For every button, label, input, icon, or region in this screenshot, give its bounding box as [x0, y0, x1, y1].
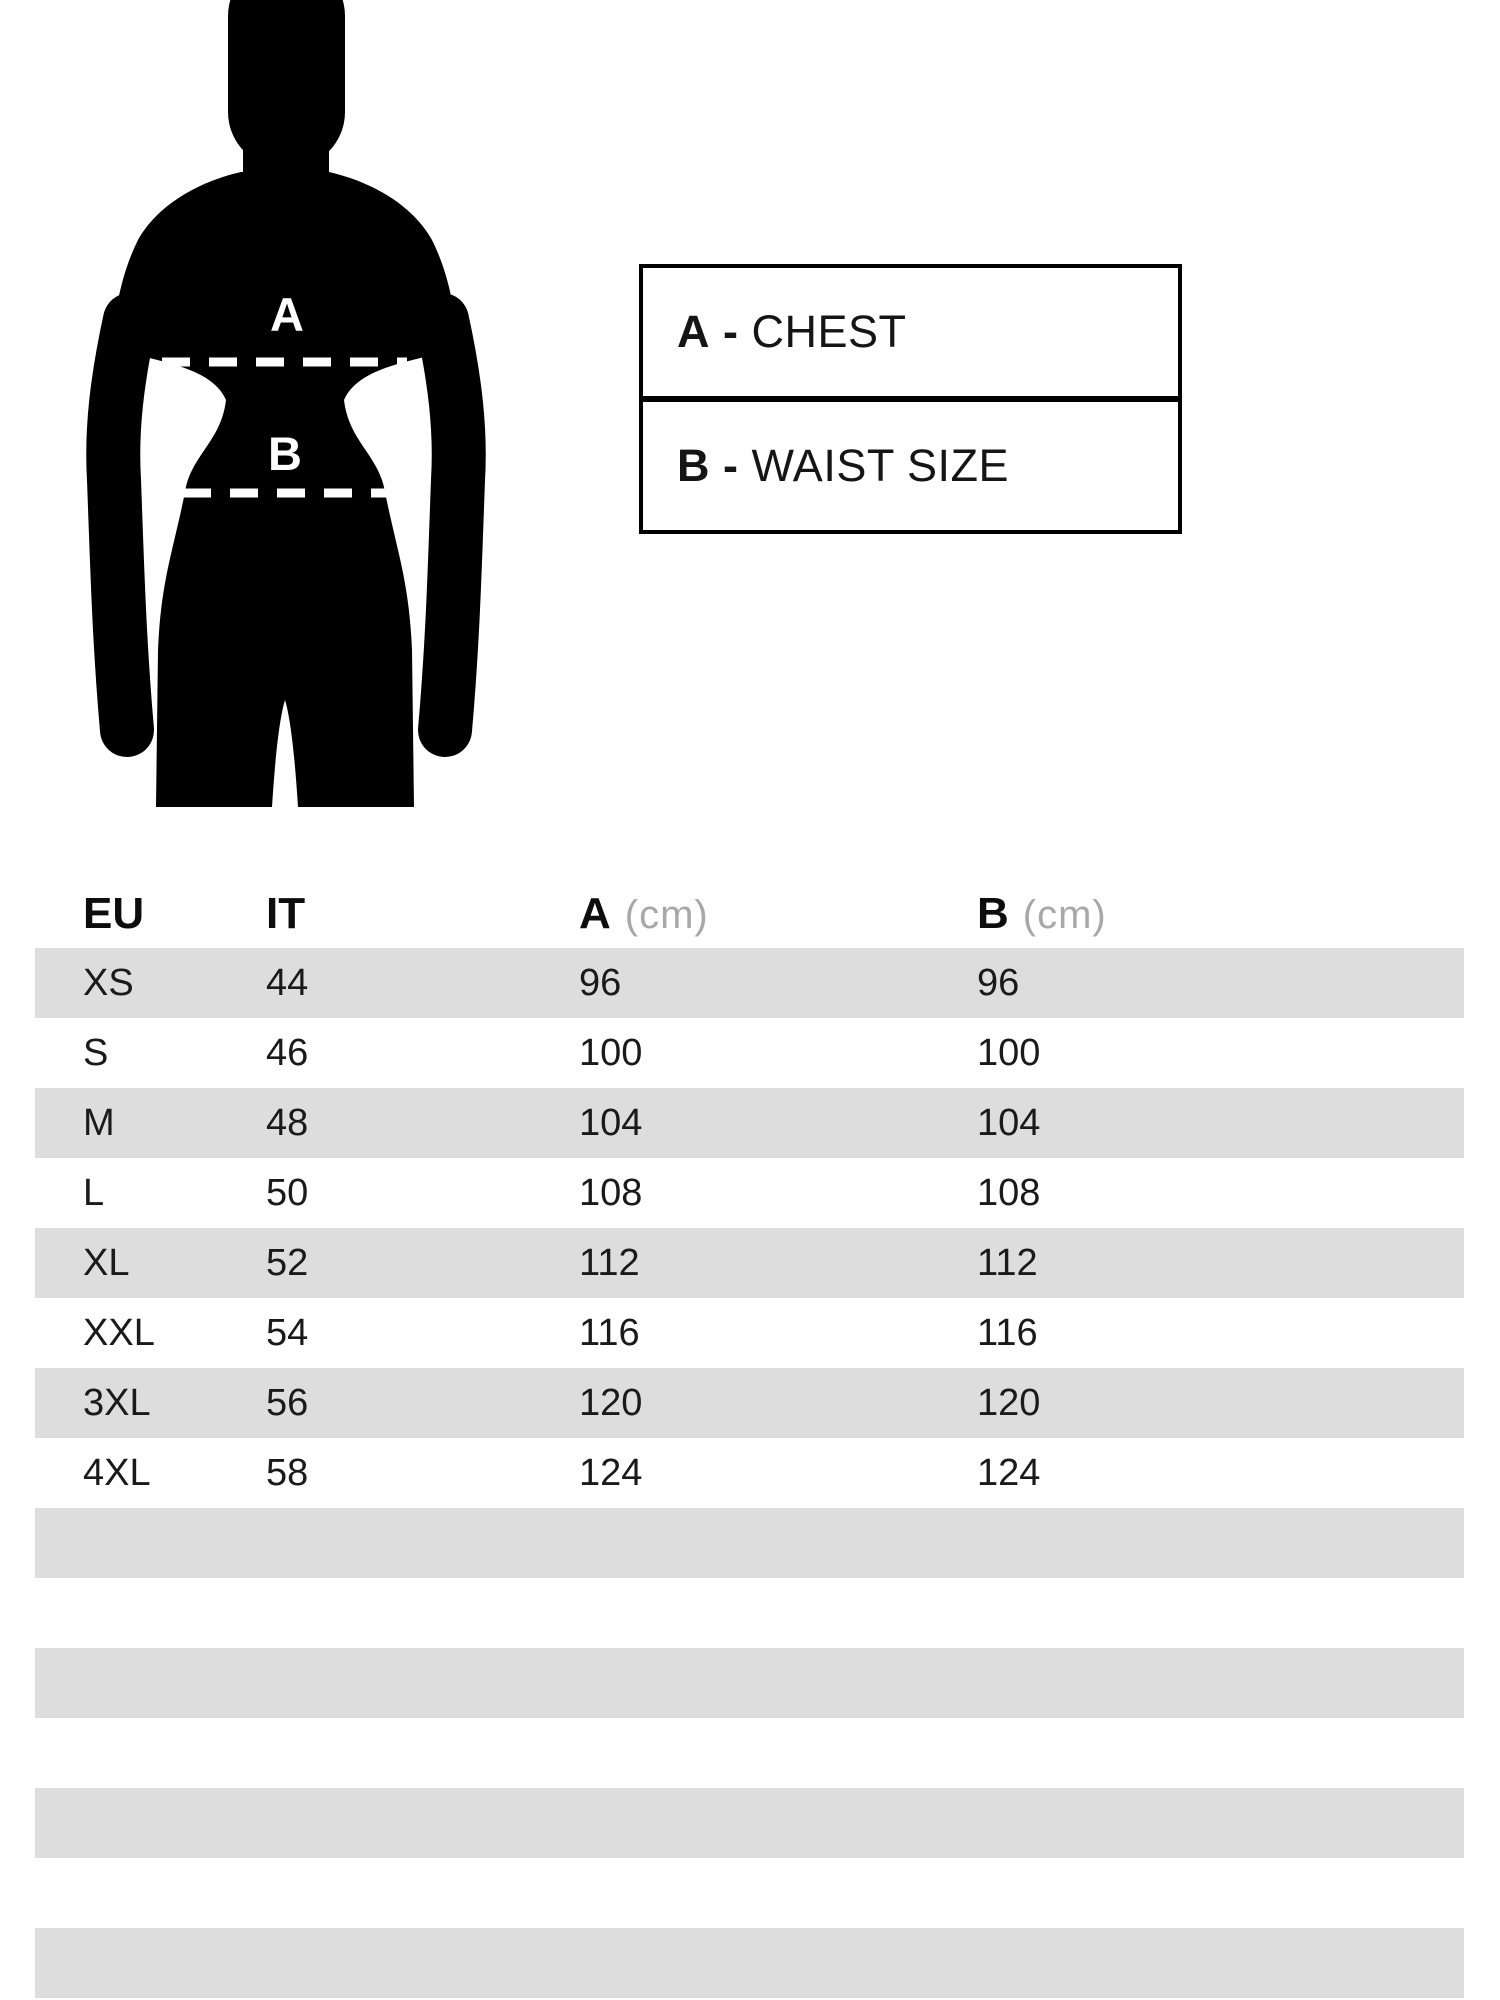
size-cell-eu: 4XL [83, 1451, 151, 1494]
size-cell-a: 108 [579, 1171, 643, 1214]
table-header-row [35, 880, 1464, 948]
size-cell-b: 108 [977, 1171, 1041, 1214]
size-cell-it: 52 [266, 1241, 309, 1284]
column-label: A [579, 889, 611, 938]
marker-b-label: B [268, 427, 302, 480]
left-arm-shape [113, 320, 130, 730]
size-cell-eu: S [83, 1031, 109, 1074]
size-cell-it: 50 [266, 1171, 309, 1214]
size-cell-it: 48 [266, 1101, 309, 1144]
column-header-it [218, 889, 531, 939]
size-cell-b: 112 [977, 1241, 1038, 1284]
column-header-eu [35, 889, 218, 939]
size-cell-it: 44 [266, 961, 309, 1004]
column-header-b-cm [929, 889, 1464, 939]
legend-dash: - [723, 306, 739, 357]
legend-label-chest: CHEST [751, 306, 907, 357]
empty-row [35, 1928, 1464, 1998]
legend-dash: - [723, 440, 739, 491]
size-cell-a: 116 [579, 1311, 640, 1354]
size-cell-a: 104 [579, 1101, 643, 1144]
column-unit: (cm) [624, 893, 709, 937]
size-cell-b: 120 [977, 1381, 1041, 1424]
column-label: EU [83, 889, 145, 938]
size-cell-it: 54 [266, 1311, 309, 1354]
column-label: B [977, 889, 1009, 938]
size-cell-a: 100 [579, 1031, 643, 1074]
table-row [35, 948, 1464, 1018]
size-cell-eu: XS [83, 961, 134, 1004]
empty-row [35, 1788, 1464, 1858]
size-cell-b: 104 [977, 1101, 1041, 1144]
table-row [35, 1228, 1464, 1298]
table-row [35, 1438, 1464, 1508]
size-cell-b: 124 [977, 1451, 1041, 1494]
marker-a-label: A [270, 288, 304, 341]
size-cell-a: 96 [579, 961, 622, 1004]
size-cell-eu: M [83, 1101, 115, 1144]
size-cell-eu: XXL [83, 1311, 155, 1354]
table-row [35, 1298, 1464, 1368]
size-cell-it: 58 [266, 1451, 309, 1494]
column-header-a-cm [531, 889, 929, 939]
size-cell-a: 112 [579, 1241, 640, 1284]
size-cell-eu: XL [83, 1241, 130, 1284]
size-cell-a: 124 [579, 1451, 643, 1494]
size-cell-it: 46 [266, 1031, 309, 1074]
measurement-legend [639, 264, 1182, 534]
empty-row [35, 1858, 1464, 1928]
legend-key-a: A [677, 306, 710, 357]
size-cell-b: 96 [977, 961, 1020, 1004]
table-row [35, 1018, 1464, 1088]
male-torso-silhouette [75, 0, 505, 815]
size-cell-eu: 3XL [83, 1381, 151, 1424]
size-cell-b: 100 [977, 1031, 1041, 1074]
size-cell-a: 120 [579, 1381, 643, 1424]
column-label: IT [266, 889, 306, 938]
empty-row [35, 1718, 1464, 1788]
size-cell-it: 56 [266, 1381, 309, 1424]
legend-box-waist [639, 398, 1182, 534]
legend-label-waist: WAIST SIZE [751, 440, 1010, 491]
column-unit: (cm) [1022, 893, 1107, 937]
legend-key-b: B [677, 440, 710, 491]
size-cell-eu: L [83, 1171, 105, 1214]
empty-row [35, 1648, 1464, 1718]
table-row [35, 1088, 1464, 1158]
size-cell-b: 116 [977, 1311, 1038, 1354]
size-table [35, 880, 1464, 1998]
empty-row [35, 1508, 1464, 1578]
size-table-body [35, 948, 1464, 1998]
legend-box-chest [639, 264, 1182, 400]
table-row [35, 1158, 1464, 1228]
empty-row [35, 1578, 1464, 1648]
right-arm-shape [442, 320, 459, 730]
table-row [35, 1368, 1464, 1438]
